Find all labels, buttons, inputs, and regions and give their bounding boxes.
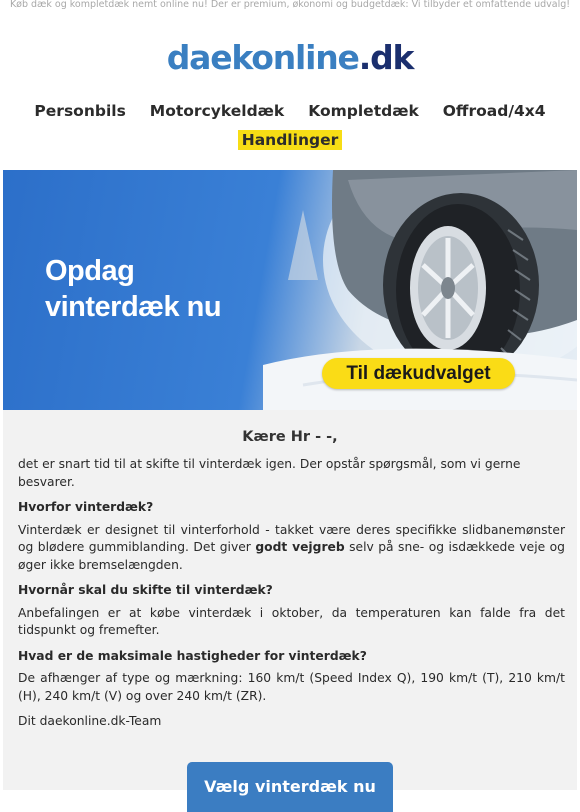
- answer-3-text: De afhænger af type og mærkning: 160 km/t (Speed Index Q), 190 km/t (T), 210 km/t (H), 240 km/t (V) og over 240 km/t (ZR).: [18, 671, 565, 703]
- hero-title-line2: vinterdæk nu: [45, 291, 222, 323]
- hero-banner[interactable]: [3, 170, 577, 410]
- nav-item-handlinger[interactable]: Handlinger: [238, 130, 342, 150]
- answer-2-text: Anbefalingen er at købe vinterdæk i oktober, da temperaturen kan falde fra det tidspunkt og fremefter.: [18, 605, 565, 637]
- hero-title: [45, 253, 275, 325]
- nav-item-kompletdaek[interactable]: Kompletdæk: [308, 102, 419, 120]
- hero-cta-button[interactable]: Til dækudvalget: [322, 358, 515, 389]
- greeting: Kære Hr - -,: [242, 429, 338, 445]
- nav-item-personbils[interactable]: Personbils: [34, 102, 126, 120]
- answer-1-part2: selv på sne- og isdækkede veje og øger ikke bremselængden.: [18, 540, 565, 572]
- question-1-heading: Hvorfor vinterdæk?: [18, 500, 154, 514]
- answer-1-bold: godt vejgreb: [255, 540, 345, 554]
- signature: Dit daekonline.dk-Team: [18, 714, 162, 728]
- intro-text: det er snart tid til at skifte til vinterdæk igen. Der opstår spørgsmål, som vi gerne besvarer.: [18, 457, 521, 489]
- logo-text-main: daekonline: [166, 38, 359, 77]
- nav-item-offroad[interactable]: Offroad/4x4: [442, 102, 546, 120]
- logo-container: [0, 38, 580, 78]
- logo-link[interactable]: [167, 38, 414, 77]
- hero-title-line1: Opdag: [45, 255, 135, 287]
- choose-winter-tires-button[interactable]: Vælg vinterdæk nu: [187, 762, 393, 812]
- preheader-text: Køb dæk og kompletdæk nemt online nu! Der er premium, økonomi og budgetdæk: Vi tilbyder et omfattende udvalg!: [9, 0, 571, 10]
- question-3-heading: Hvad er de maksimale hastigheder for vinterdæk?: [18, 648, 367, 663]
- email-body: [3, 410, 577, 796]
- logo-text-tld: .dk: [358, 38, 414, 77]
- question-2-heading: Hvornår skal du skifte til vinterdæk?: [18, 583, 273, 597]
- answer-1-part1: Vinterdæk er designet til vinterforhold - takket være deres specifikke slidbanemønster og blødere gummiblanding. Det giver: [18, 522, 565, 554]
- main-nav: [0, 102, 580, 149]
- answer-1-text: [18, 522, 565, 575]
- cta-container: [3, 762, 577, 812]
- nav-item-motorcykeldaek[interactable]: Motorcykeldæk: [149, 102, 285, 120]
